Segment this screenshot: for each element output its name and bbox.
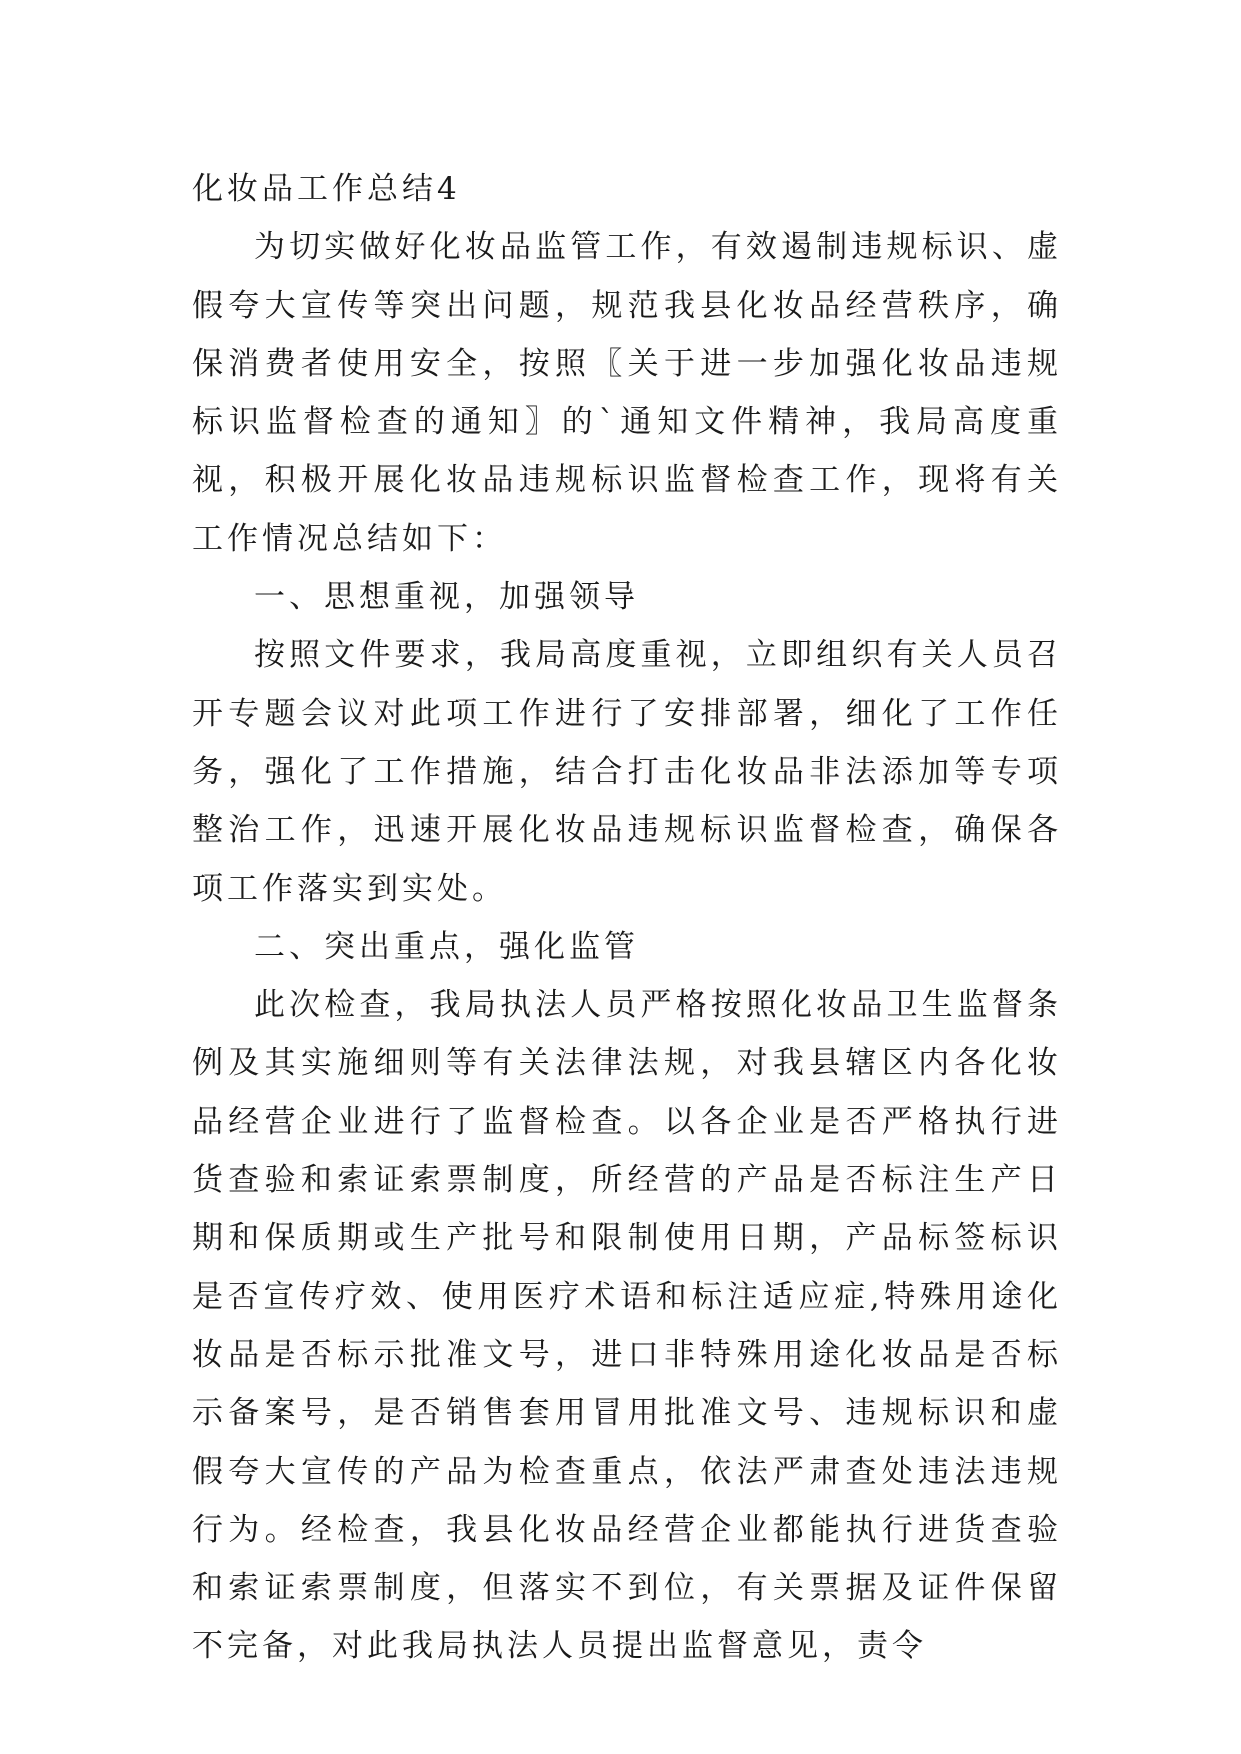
section-2-paragraph: 此次检查，我局执法人员严格按照化妆品卫生监督条例及其实施细则等有关法律法规，对我县辖区内各化妆品经营企业进行了监督检查。以各企业是否严格执行进货查验和索证索票制度，所经营的产品是否标注生产日期和保质期或生产批号和限制使用日期，产品标签标识是否宣传疗效、使用医疗术语和标注适应症,特殊用途化妆品是否标示批准文号，进口非特殊用途化妆品是否标示备案号，是否销售套用冒用批准文号、违规标识和虚假夸大宣传的产品为检查重点，依法严肃查处违法违规行为。经检查，我县化妆品经营企业都能执行进货查验和索证索票制度，但落实不到位，有关票据及证件保留不完备，对此我局执法人员提出监督意见，责令 bbox=[192, 987, 1062, 1665]
document-body bbox=[192, 160, 1062, 1676]
section-heading-2: 二、突出重点，强化监管 bbox=[254, 928, 639, 965]
intro-paragraph: 为切实做好化妆品监管工作，有效遏制违规标识、虚假夸大宣传等突出问题，规范我县化妆品经营秩序，确保消费者使用安全，按照〖关于进一步加强化妆品违规标识监督检查的通知〗的`通知文件精神，我局高度重视，积极开展化妆品违规标识监督检查工作，现将有关工作情况总结如下： bbox=[192, 229, 1062, 557]
section-1-paragraph: 按照文件要求，我局高度重视，立即组织有关人员召开专题会议对此项工作进行了安排部署，细化了工作任务，强化了工作措施，结合打击化妆品非法添加等专项整治工作，迅速开展化妆品违规标识监督检查，确保各项工作落实到实处。 bbox=[192, 637, 1062, 907]
document-title: 化妆品工作总结4 bbox=[192, 171, 461, 207]
section-heading-1: 一、思想重视，加强领导 bbox=[254, 579, 639, 616]
